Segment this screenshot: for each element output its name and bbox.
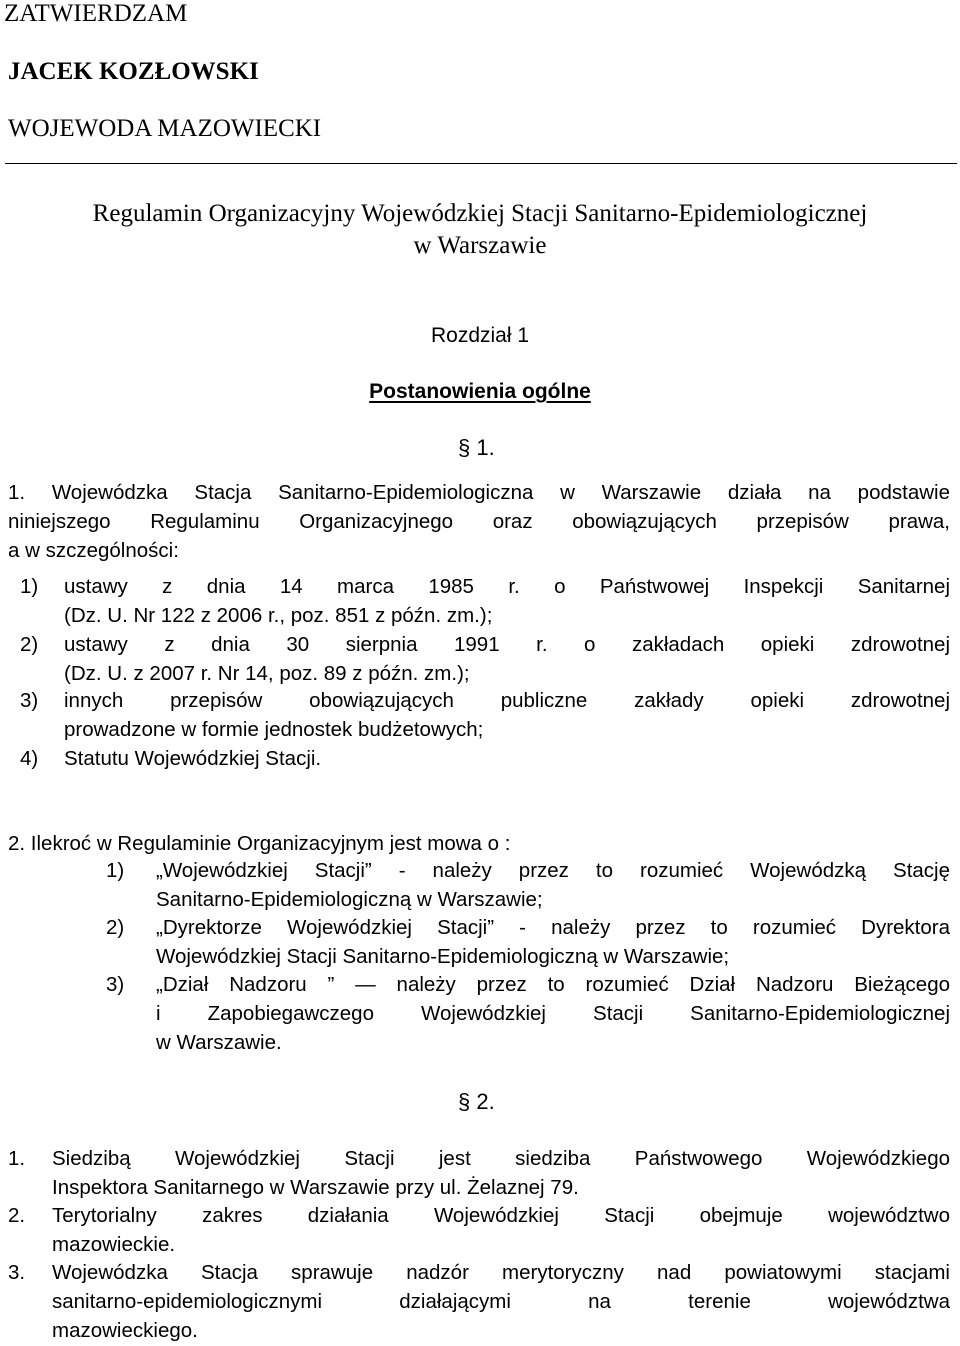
header-divider (5, 163, 957, 164)
approval-label: ZATWIERDZAM (4, 0, 188, 27)
text-line: Siedzibą Wojewódzkiej Stacji jest siedziba Państwowego Wojewódzkiego (52, 1147, 950, 1170)
text-line: mazowieckiego. (52, 1319, 198, 1342)
list-item (8, 1144, 950, 1202)
text-line: ustawy z dnia 30 sierpnia 1991 r. o zakładach opieki zdrowotnej (64, 633, 950, 656)
list-item (8, 1201, 950, 1259)
text-line: a w szczególności: (8, 539, 179, 562)
list-number: 2. (8, 1204, 26, 1227)
text-line: w Warszawie. (156, 1031, 282, 1054)
list-item (20, 686, 950, 744)
list-text (64, 572, 950, 630)
list-item (106, 970, 950, 1057)
section-1-paragraph-2-intro: 2. Ilekroć w Regulaminie Organizacyjnym jest mowa o : (8, 832, 511, 855)
list-text (64, 630, 950, 688)
list-number: 1) (20, 575, 39, 598)
list-number: 3. (8, 1261, 26, 1284)
list-number: 1. (8, 1147, 26, 1170)
text-line: mazowieckie. (52, 1233, 176, 1256)
list-item (106, 856, 950, 914)
text-line: niniejszego Regulaminu Organizacyjnego oraz obowiązujących przepisów prawa, (8, 510, 950, 533)
text-line: „Dział Nadzoru ” — należy przez to rozumieć Dział Nadzoru Bieżącego (156, 973, 950, 996)
section-1-mark: § 1. (458, 435, 495, 460)
text-line: Sanitarno-Epidemiologiczną w Warszawie; (156, 888, 543, 911)
text-line: Wojewódzkiej Stacji Sanitarno-Epidemiologiczną w Warszawie; (156, 945, 730, 968)
chapter-label: Rozdział 1 (430, 324, 530, 347)
text-line: 1. Wojewódzka Stacja Sanitarno-Epidemiologiczna w Warszawie działa na podstawie (8, 481, 950, 504)
text-line: sanitarno-epidemiologicznymi działającymi na terenie województwa (52, 1290, 950, 1313)
list-number: 3) (106, 973, 125, 996)
section-2-mark: § 2. (458, 1089, 495, 1114)
text-line: i Zapobiegawczego Wojewódzkiej Stacji Sanitarno-Epidemiologicznej (156, 1002, 950, 1025)
text-line: prowadzone w formie jednostek budżetowych; (64, 718, 484, 741)
list-item (20, 630, 950, 688)
text-line: „Wojewódzkiej Stacji” - należy przez to rozumieć Wojewódzką Stację (156, 859, 950, 882)
text-line: Wojewódzka Stacja sprawuje nadzór merytoryczny nad powiatowymi stacjami (52, 1261, 950, 1284)
text-line: Inspektora Sanitarnego w Warszawie przy ul. Żelaznej 79. (52, 1176, 579, 1199)
text-line: „Dyrektorze Wojewódzkiej Stacji” - należy przez to rozumieć Dyrektora (156, 916, 950, 939)
list-number: 2) (20, 633, 39, 656)
text-line: (Dz. U. Nr 122 z 2006 r., poz. 851 z późn. zm.); (64, 604, 493, 627)
list-text (52, 1258, 950, 1345)
text-line: Terytorialny zakres działania Wojewódzkiej Stacji obejmuje województwo (52, 1204, 950, 1227)
text-line: (Dz. U. z 2007 r. Nr 14, poz. 89 z późn. zm.); (64, 662, 470, 685)
list-item (20, 744, 950, 773)
approver-role: WOJEWODA MAZOWIECKI (8, 115, 322, 142)
chapter-heading-text: Postanowienia ogólne (369, 380, 591, 403)
list-text (156, 970, 950, 1057)
paragraph-1-lines (8, 478, 950, 565)
list-number: 1) (106, 859, 125, 882)
list-text (64, 744, 950, 773)
list-item (106, 913, 950, 971)
text-line: innych przepisów obowiązujących publiczne zakłady opieki zdrowotnej (64, 689, 950, 712)
list-number: 3) (20, 689, 39, 712)
list-item (8, 1258, 950, 1345)
list-number: 4) (20, 747, 39, 770)
list-text (156, 913, 950, 971)
list-text (156, 856, 950, 914)
document-title-line2: w Warszawie (413, 232, 547, 259)
document-title-line1: Regulamin Organizacyjny Wojewódzkiej Stacji Sanitarno-Epidemiologicznej (92, 200, 868, 227)
list-text (64, 686, 950, 744)
list-number: 2) (106, 916, 125, 939)
list-text (52, 1201, 950, 1259)
text-line: Statutu Wojewódzkiej Stacji. (64, 747, 322, 770)
text-line: ustawy z dnia 14 marca 1985 r. o Państwowej Inspekcji Sanitarnej (64, 575, 950, 598)
list-item (20, 572, 950, 630)
approver-name: JACEK KOZŁOWSKI (8, 58, 259, 85)
chapter-heading (0, 380, 960, 404)
list-text (52, 1144, 950, 1202)
